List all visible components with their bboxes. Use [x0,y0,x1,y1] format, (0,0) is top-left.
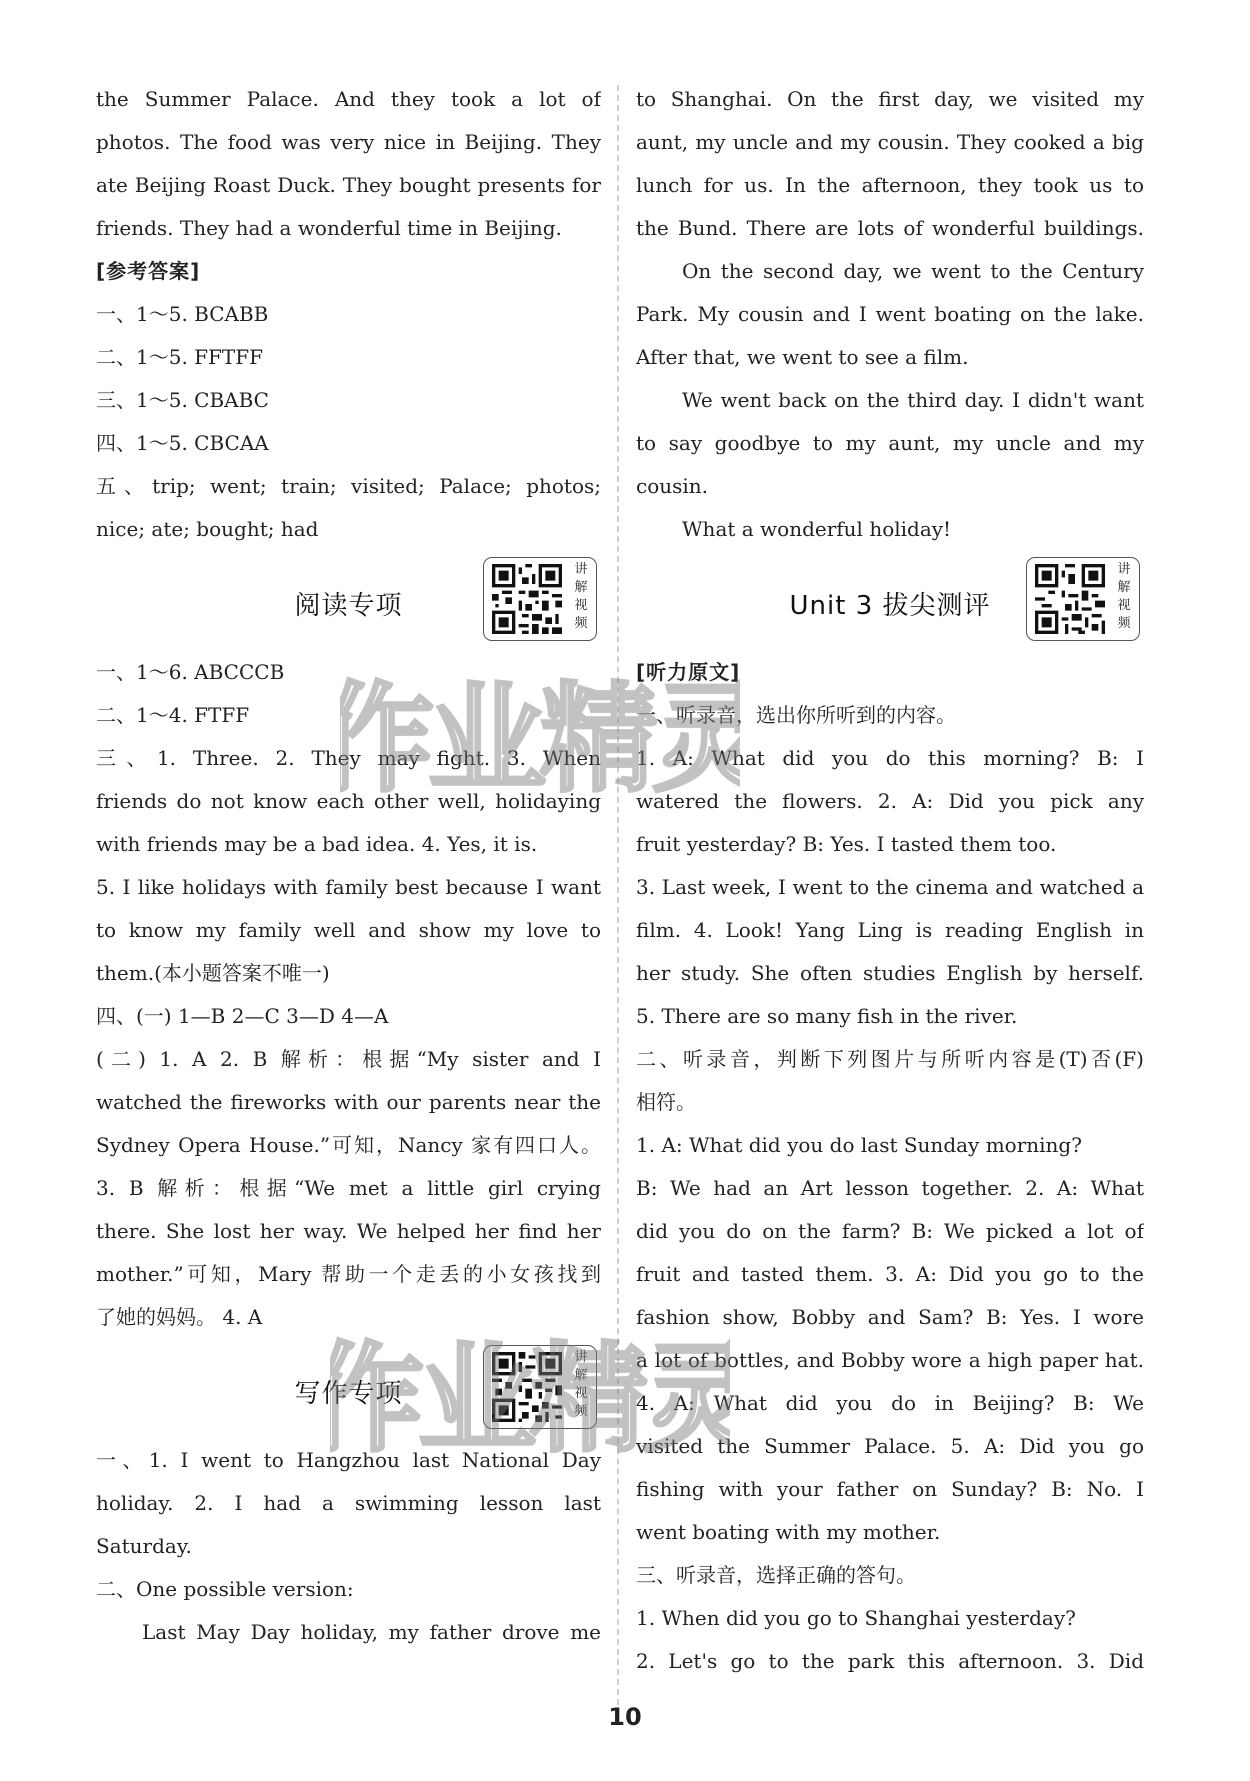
answer-line: mother.”可知，Mary 帮助一个走丢的小女孩找到 [96,1262,601,1286]
answer-line: to know my family well and show my love to [96,918,601,942]
column-divider [617,85,619,1705]
listening-transcript [636,694,1144,1683]
reading-section-title: 阅读专项 [294,591,403,621]
text-line: the Bund. There are lots of wonderful buildings. [636,216,1144,240]
transcript-line: 5. There are so many fish in the river. [636,1004,1018,1028]
answer-line: with friends may be a bad idea. 4. Yes, it is. [96,832,538,856]
text-line: photos. The food was very nice in Beijing. They [96,130,601,154]
answer-key-heading: [参考答案] [96,259,201,283]
answer-line: 三、1. Three. 2. They may fight. 3. When [96,746,601,770]
transcript-line: 二、听录音，判断下列图片与所听内容是(T)否(F) [636,1047,1144,1071]
answer-line: 一、1～6. ABCCCB [96,660,285,684]
transcript-line: 一、听录音，选出你所听到的内容。 [636,703,956,727]
unit-test-header [636,551,1144,651]
text-line: After that, we went to see a film. [636,345,969,369]
answer-line: 二、1～4. FTFF [96,703,250,727]
answer-line: 一、1. I went to Hangzhou last National Day [96,1448,601,1472]
text-line: On the second day, we went to the Century [682,259,1144,283]
video-qr-code[interactable] [483,1345,597,1429]
transcript-line: fishing with your father on Sunday? B: No. I [636,1477,1144,1501]
svg-text:作业精灵: 作业精灵 [340,670,740,808]
answer-line: them.(本小题答案不唯一) [96,961,330,985]
text-line: to Shanghai. On the first day, we visited my [636,87,1144,111]
qr-label: 讲解视频 [574,562,588,631]
text-line: aunt, my uncle and my cousin. They cooked a big [636,130,1144,154]
transcript-line: 3. Last week, I went to the cinema and watched a [636,875,1144,899]
text-line: cousin. [636,474,709,498]
text-line: to say goodbye to my aunt, my uncle and my [636,431,1144,455]
writing-section-header [96,1339,601,1439]
text-line: ate Beijing Roast Duck. They bought presents for [96,173,601,197]
answer-line: 5. I like holidays with family best because I want [96,875,601,899]
story-continuation [96,78,601,250]
answer-line: 3. B 解析：根据“We met a little girl crying [96,1176,601,1200]
transcript-line: fashion show, Bobby and Sam? B: Yes. I wore [636,1305,1144,1329]
qr-label: 讲解视频 [574,1350,588,1419]
transcript-line: 2. Let's go to the park this afternoon. 3. Did [636,1649,1144,1673]
transcript-line: 相符。 [636,1090,696,1114]
answer-line: 一、1～5. BCABB [96,302,269,326]
transcript-line: did you do on the farm? B: We picked a lot of [636,1219,1144,1243]
answer-line: Sydney Opera House.”可知，Nancy 家有四口人。 [96,1133,601,1157]
sample-composition [636,78,1144,551]
answer-line: there. She lost her way. We helped her find her [96,1219,601,1243]
answer-line: 了她的妈妈。 4. A [96,1305,263,1329]
left-column [96,78,601,1654]
answer-line: Saturday. [96,1534,192,1558]
transcript-line: watered the flowers. 2. A: Did you pick any [636,789,1144,813]
answer-line: friends do not know each other well, holidaying [96,789,601,813]
answer-line: nice; ate; bought; had [96,517,319,541]
page-number: 10 [608,1703,642,1731]
text-line: lunch for us. In the afternoon, they took us to [636,173,1144,197]
answer-line: Last May Day holiday, my father drove me [142,1620,601,1644]
answer-line: 二、One possible version: [96,1577,354,1601]
svg-text:作业精灵: 作业精灵 [330,1330,730,1468]
text-line: What a wonderful holiday! [682,517,952,541]
qr-code-icon [492,564,562,634]
writing-answers [96,1439,601,1654]
text-line: We went back on the third day. I didn't want [682,388,1144,412]
transcript-line: fruit and tasted them. 3. A: Did you go to the [636,1262,1144,1286]
answer-line: (二) 1. A 2. B 解析：根据“My sister and I [96,1047,601,1071]
reading-answers [96,651,601,1339]
transcript-line: went boating with my mother. [636,1520,941,1544]
answer-line: 三、1～5. CBABC [96,388,269,412]
answer-line: 五、trip; went; train; visited; Palace; photos; [96,474,601,498]
answer-line: 二、1～5. FFTFF [96,345,264,369]
unit-test-title: Unit 3 拔尖测评 [789,591,991,621]
transcript-line: 三、听录音，选择正确的答句。 [636,1563,916,1587]
reading-section-header [96,551,601,651]
video-qr-code[interactable] [1026,557,1140,641]
text-line: the Summer Palace. And they took a lot of [96,87,601,111]
answer-key [96,293,601,551]
transcript-line: B: We had an Art lesson together. 2. A: What [636,1176,1144,1200]
answer-line: 四、(一) 1—B 2—C 3—D 4—A [96,1004,389,1028]
qr-label: 讲解视频 [1117,562,1131,631]
transcript-line: fruit yesterday? B: Yes. I tasted them too. [636,832,1057,856]
qr-code-icon [1035,564,1105,634]
transcript-line: visited the Summer Palace. 5. A: Did you go [636,1434,1144,1458]
text-line: friends. They had a wonderful time in Beijing. [96,216,562,240]
transcript-line: 1. When did you go to Shanghai yesterday? [636,1606,1076,1630]
transcript-line: film. 4. Look! Yang Ling is reading English in [636,918,1144,942]
answer-line: 四、1～5. CBCAA [96,431,269,455]
transcript-heading: [听力原文] [636,660,741,684]
transcript-line: 4. A: What did you do in Beijing? B: We [636,1391,1144,1415]
writing-section-title: 写作专项 [294,1379,403,1409]
right-column [636,78,1144,1683]
text-line: Park. My cousin and I went boating on the lake. [636,302,1144,326]
transcript-line: her study. She often studies English by herself. [636,961,1144,985]
transcript-line: 1. A: What did you do last Sunday morning? [636,1133,1082,1157]
transcript-line: 1. A: What did you do this morning? B: I [636,746,1144,770]
answer-line: watched the fireworks with our parents near the [96,1090,601,1114]
video-qr-code[interactable] [483,557,597,641]
qr-code-icon [492,1352,562,1422]
transcript-line: a lot of bottles, and Bobby wore a high paper hat. [636,1348,1144,1372]
answer-line: holiday. 2. I had a swimming lesson last [96,1491,601,1515]
